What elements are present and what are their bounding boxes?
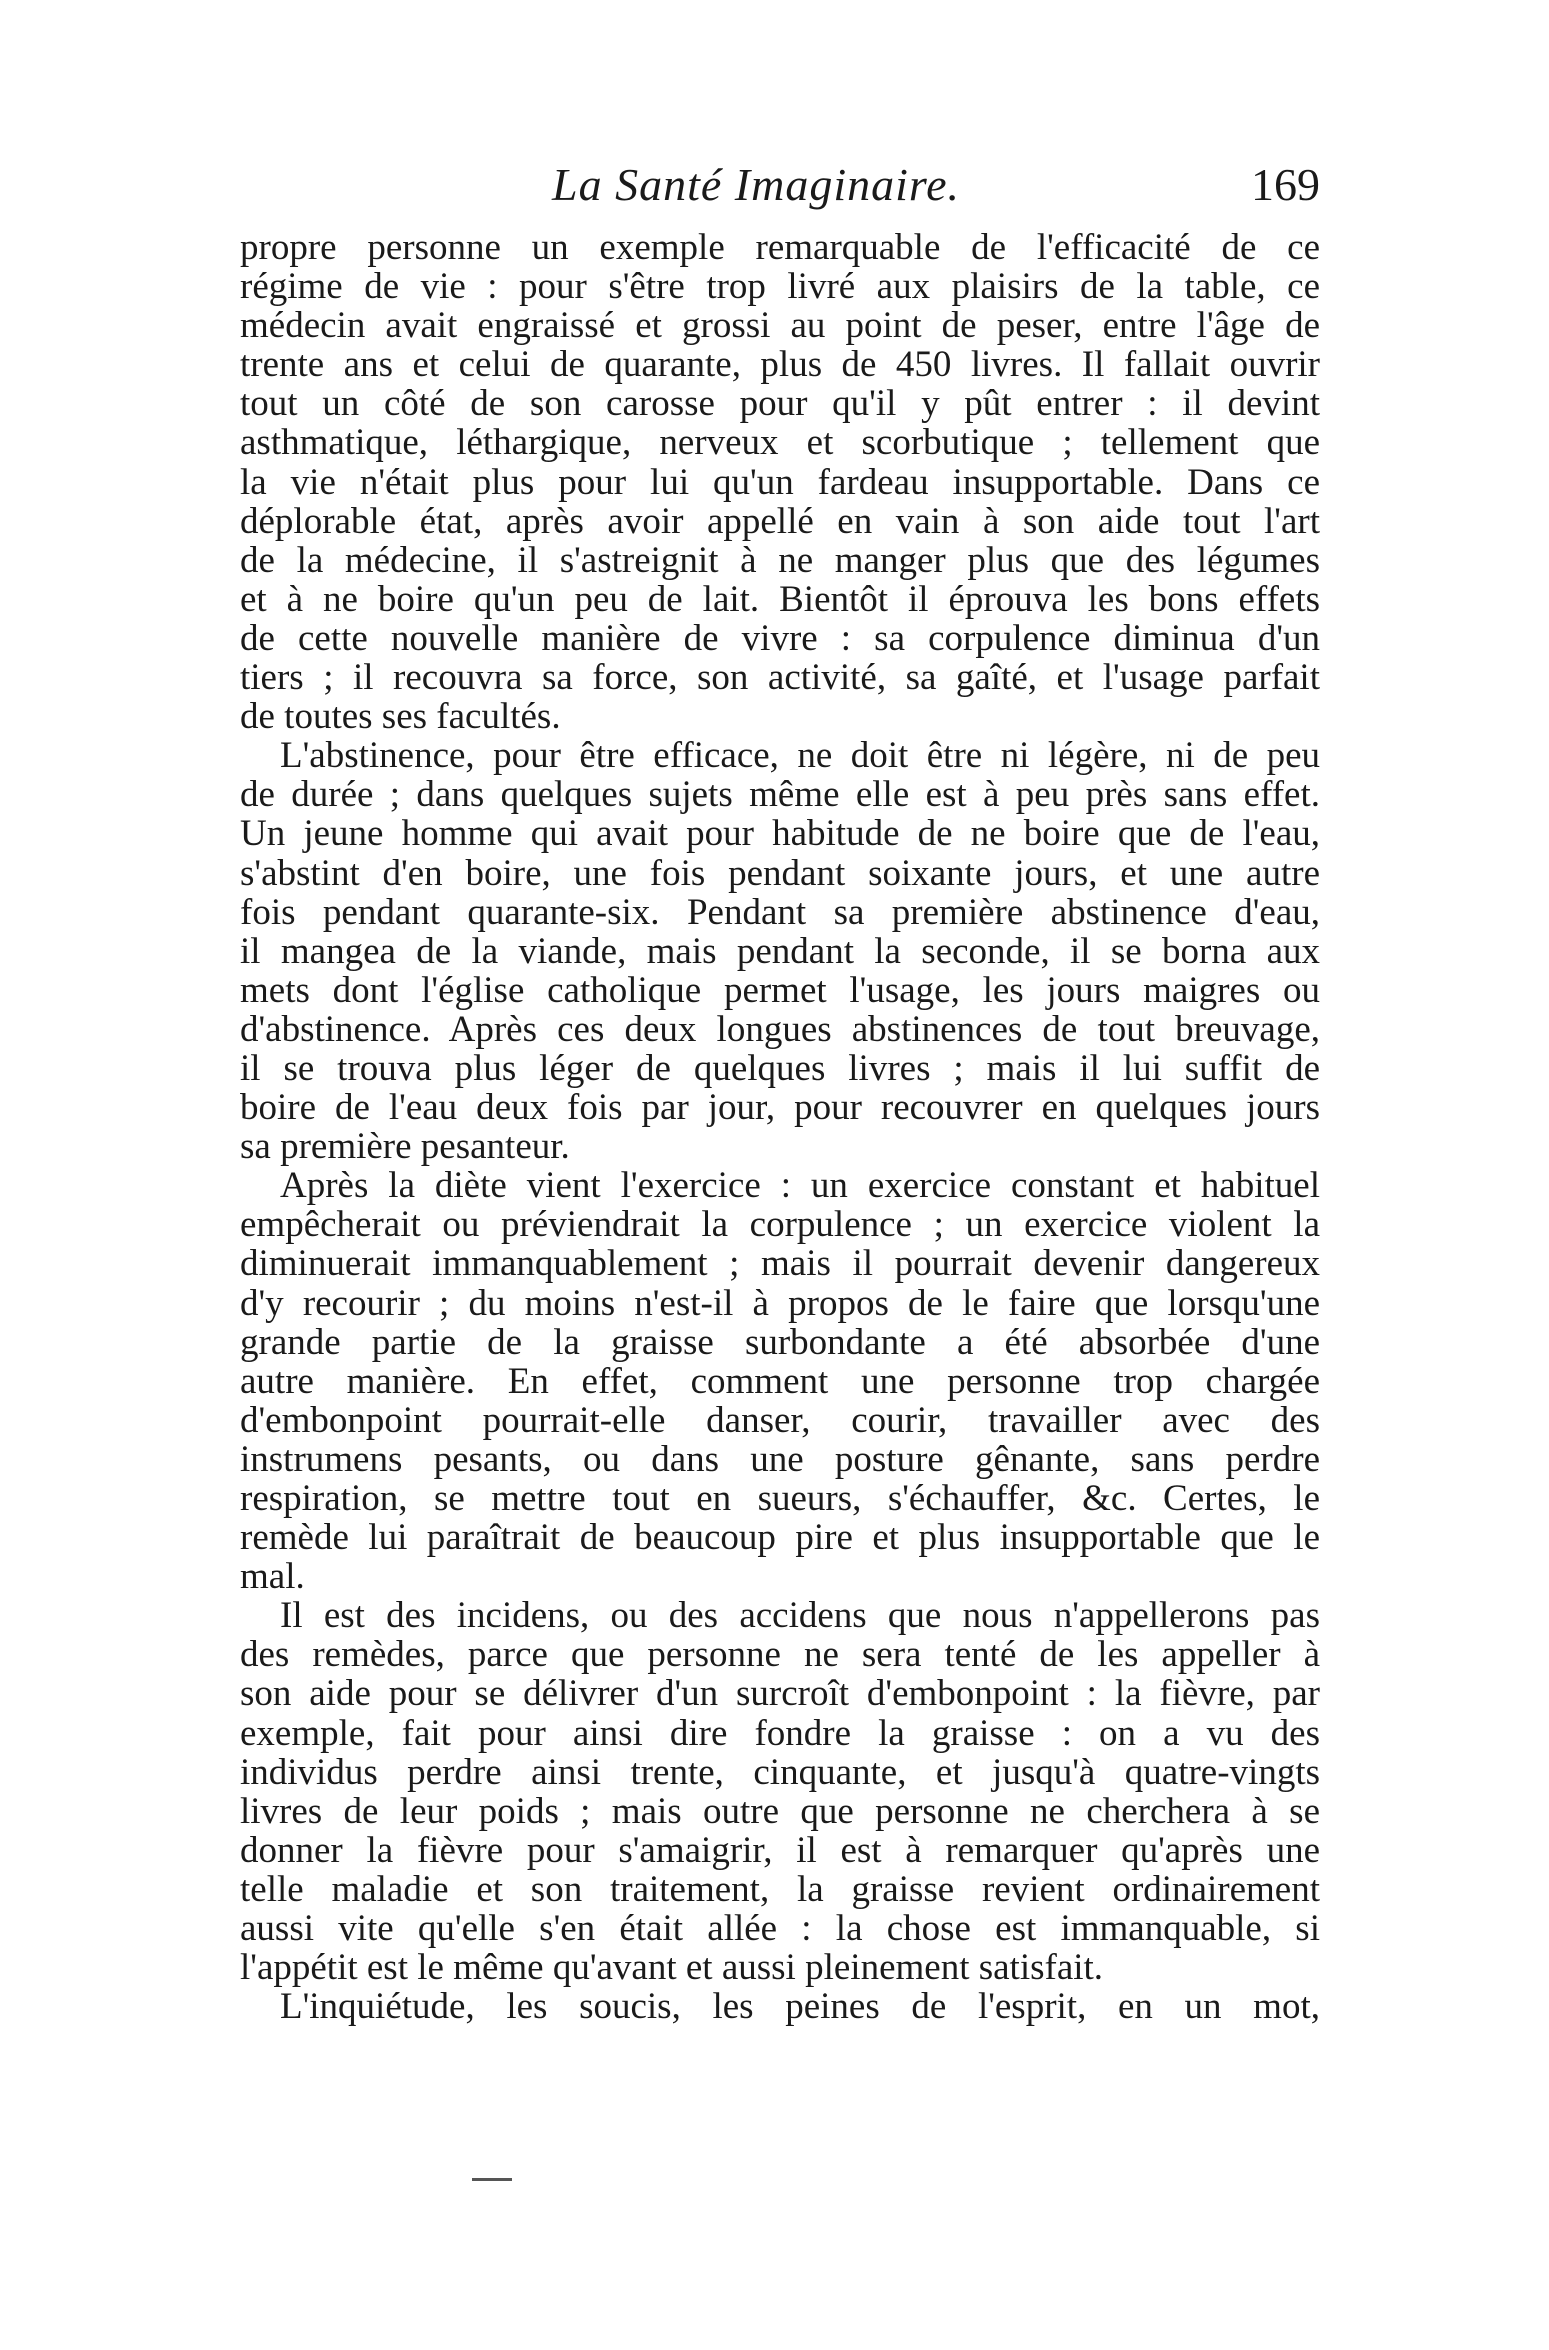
text-line: remède lui paraîtrait de beaucoup pire et plus insupportable que le [240, 1518, 1320, 1558]
text-line: empêcherait ou préviendrait la corpulence ; un exercice violent la [240, 1205, 1320, 1245]
paragraph-end-line: de toutes ses facultés. [240, 697, 561, 737]
text-line: de la médecine, il s'astreignit à ne manger plus que des légumes [240, 540, 1320, 580]
text-line: fois pendant quarante-six. Pendant sa première abstinence d'eau, [240, 892, 1320, 932]
paragraph-end-line: mal. [240, 1557, 305, 1597]
text-line: la vie n'était plus pour lui qu'un fardeau insupportable. Dans ce [240, 462, 1320, 502]
text-line: régime de vie : pour s'être trop livré aux plaisirs de la table, ce [240, 267, 1320, 307]
text-line: tout un côté de son carosse pour qu'il y pût entrer : il devint [240, 384, 1320, 424]
paragraph-end-line: l'appétit est le même qu'avant et aussi pleinement satisfait. [240, 1948, 1104, 1988]
text-line: asthmatique, léthargique, nerveux et scorbutique ; tellement que [240, 423, 1320, 463]
text-line: respiration, se mettre tout en sueurs, s'échauffer, &c. Certes, le [240, 1479, 1320, 1519]
paragraph-start-line: L'inquiétude, les soucis, les peines de l'esprit, en un mot, [280, 1987, 1320, 2027]
text-line: et à ne boire qu'un peu de lait. Bientôt il éprouva les bons effets [240, 579, 1320, 619]
text-line: d'embonpoint pourrait-elle danser, courir, travailler avec des [240, 1400, 1320, 1440]
signature-mark [472, 2178, 512, 2187]
text-line: de cette nouvelle manière de vivre : sa corpulence diminua d'un [240, 618, 1320, 659]
text-line: d'y recourir ; du moins n'est-il à propos de le faire que lorsqu'une [240, 1283, 1320, 1323]
text-line: médecin avait engraissé et grossi au point de peser, entre l'âge de [240, 306, 1320, 346]
text-line: individus perdre ainsi trente, cinquante, et jusqu'à quatre-vingts [240, 1752, 1320, 1792]
text-line: diminuerait immanquablement ; mais il pourrait devenir dangereux [240, 1244, 1320, 1284]
body-text [240, 228, 1320, 2026]
running-head [240, 150, 1320, 220]
text-line: déplorable état, après avoir appellé en vain à son aide tout l'art [240, 501, 1320, 541]
paragraph-start-line: L'abstinence, pour être efficace, ne doit être ni légère, ni de peu [280, 736, 1320, 776]
text-line: grande partie de la graisse surbondante a été absorbée d'une [240, 1322, 1320, 1362]
text-line: donner la fièvre pour s'amaigrir, il est à remarquer qu'après une [240, 1830, 1320, 1870]
paragraph-start-line: Après la diète vient l'exercice : un exercice constant et habituel [280, 1166, 1320, 1206]
text-line: telle maladie et son traitement, la graisse revient ordinairement [240, 1869, 1320, 1910]
text-line: propre personne un exemple remarquable de l'efficacité de ce [240, 228, 1320, 268]
text-line: exemple, fait pour ainsi dire fondre la graisse : on a vu des [240, 1713, 1320, 1753]
text-line: autre manière. En effet, comment une personne trop chargée [240, 1361, 1320, 1401]
text-line: instrumens pesants, ou dans une posture gênante, sans perdre [240, 1439, 1320, 1479]
text-line: Un jeune homme qui avait pour habitude de ne boire que de l'eau, [240, 814, 1320, 854]
page-number: 169 [1251, 159, 1320, 210]
text-line: s'abstint d'en boire, une fois pendant soixante jours, et une autre [240, 853, 1320, 893]
text-line: tiers ; il recouvra sa force, son activité, sa gaîté, et l'usage parfait [240, 658, 1320, 698]
text-line: des remèdes, parce que personne ne sera tenté de les appeller à [240, 1635, 1320, 1675]
text-line: boire de l'eau deux fois par jour, pour recouvrer en quelques jours [240, 1088, 1320, 1128]
text-line: d'abstinence. Après ces deux longues abstinences de tout breuvage, [240, 1009, 1320, 1049]
text-line: il mangea de la viande, mais pendant la seconde, il se borna aux [240, 931, 1320, 971]
text-line: mets dont l'église catholique permet l'usage, les jours maigres ou [240, 970, 1320, 1010]
text-line: trente ans et celui de quarante, plus de 450 livres. Il fallait ouvrir [240, 345, 1320, 385]
text-line: son aide pour se délivrer d'un surcroît d'embonpoint : la fièvre, par [240, 1674, 1320, 1714]
text-line: aussi vite qu'elle s'en était allée : la chose est immanquable, si [240, 1909, 1320, 1949]
text-line: il se trouva plus léger de quelques livres ; mais il lui suffit de [240, 1048, 1320, 1089]
running-title: La Santé Imaginaire. [552, 159, 960, 210]
paragraph-end-line: sa première pesanteur. [240, 1127, 570, 1167]
text-line: livres de leur poids ; mais outre que personne ne cherchera à se [240, 1791, 1320, 1831]
paragraph-start-line: Il est des incidens, ou des accidens que nous n'appellerons pas [280, 1596, 1320, 1636]
text-line: de durée ; dans quelques sujets même elle est à peu près sans effet. [240, 775, 1320, 815]
